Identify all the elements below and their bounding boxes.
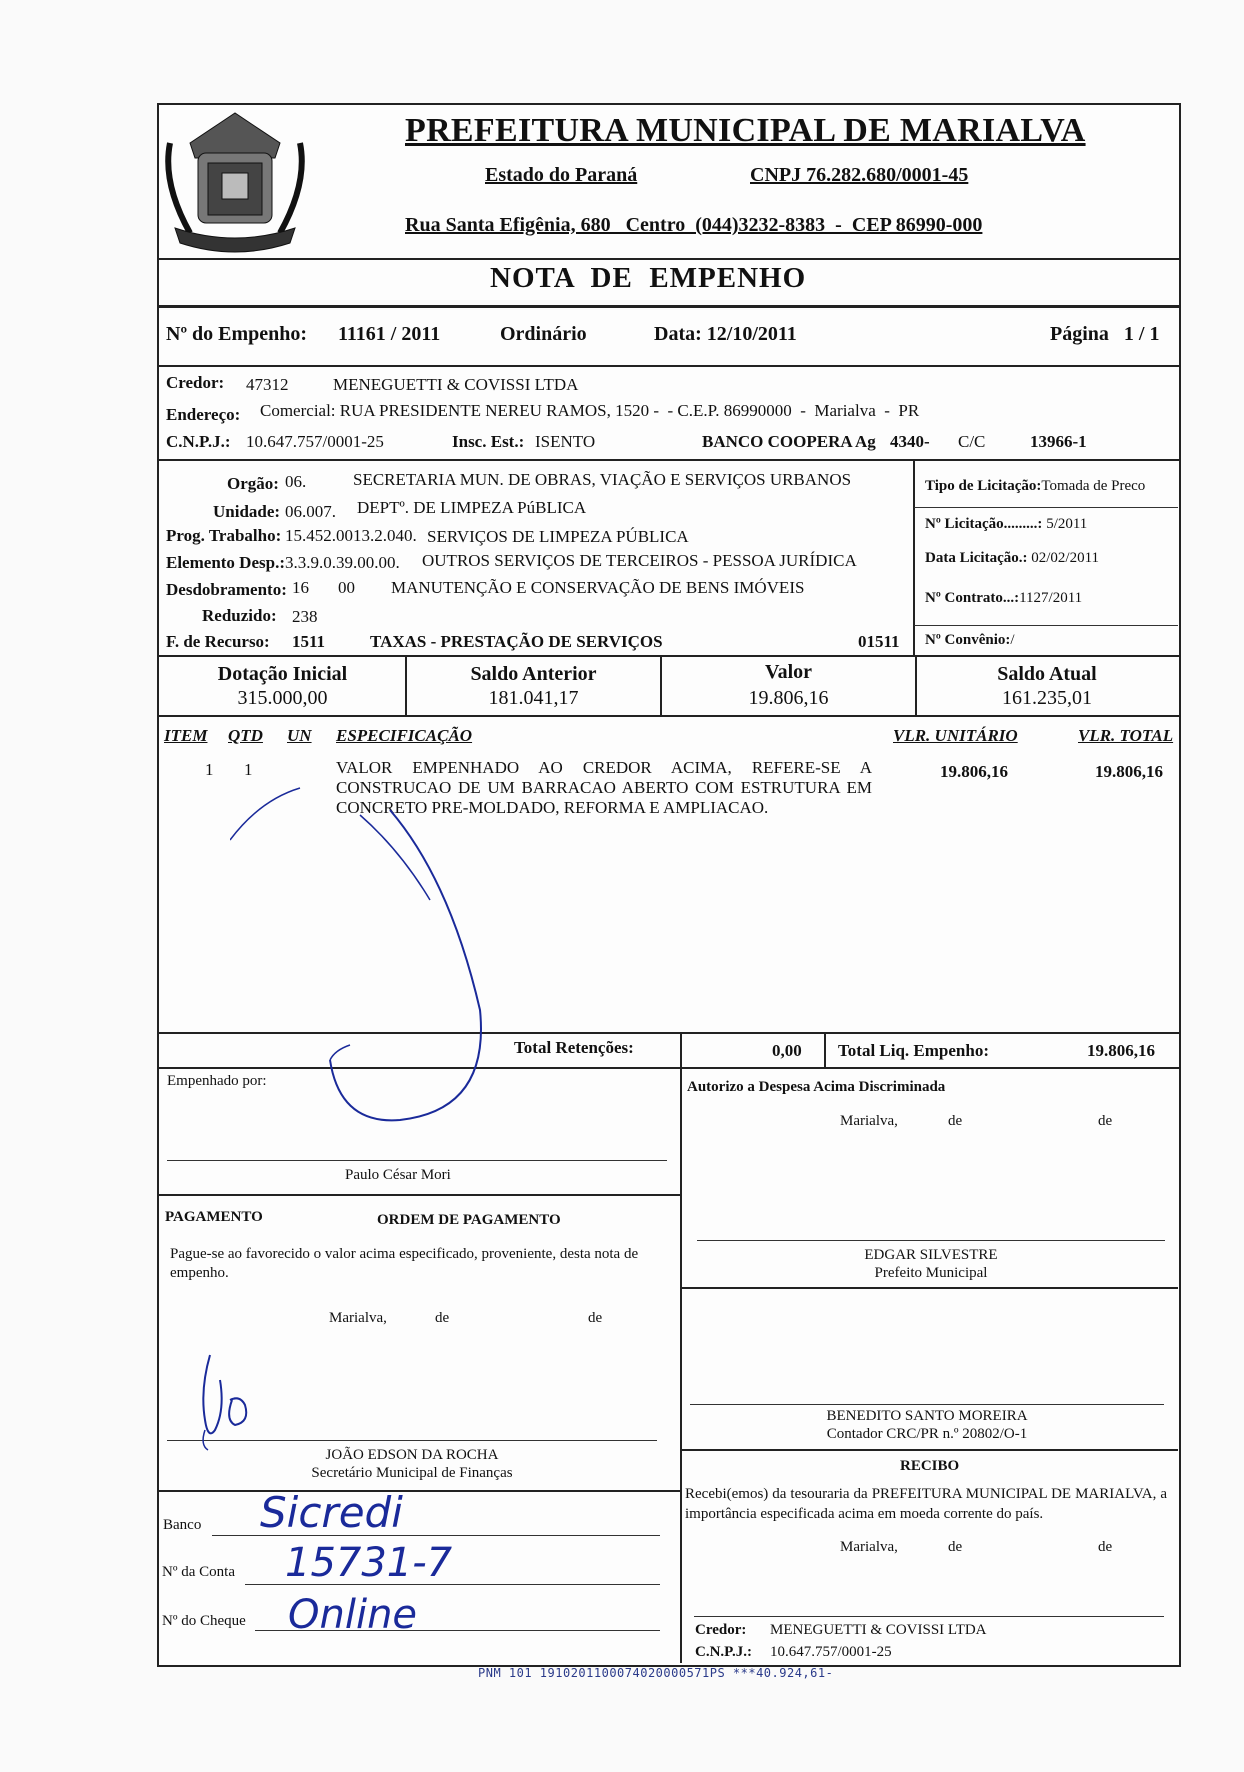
prog-code: 15.452.0013.2.040. [285, 526, 417, 545]
conta-label: Nº da Conta [162, 1564, 235, 1580]
desd-b: 00 [338, 578, 355, 597]
credor-name: MENEGUETTI & COVISSI LTDA [333, 375, 579, 394]
empenho-type: Ordinário [500, 323, 587, 345]
cheque-handwriting: Online [288, 1592, 418, 1638]
saldo-anterior-label: Saldo Anterior [470, 663, 597, 685]
autorizo-label: Autorizo a Despesa Acima Discriminada [687, 1079, 946, 1095]
item-number: 1 [205, 760, 214, 779]
unidade-name: DEPTº. DE LIMPEZA PúBLICA [357, 498, 587, 517]
divider [680, 1032, 682, 1067]
divider [157, 258, 1179, 260]
valor-label: Valor [764, 661, 813, 683]
licitacao-tipo: Tipo de Licitação:Tomada de Preco [925, 478, 1146, 494]
divider [157, 459, 1179, 461]
secretario-name: JOÃO EDSON DA ROCHA [325, 1447, 499, 1463]
recurso-name: TAXAS - PRESTAÇÃO DE SERVIÇOS [370, 632, 663, 651]
pagamento-de2: de [588, 1310, 603, 1326]
ordem-label: ORDEM DE PAGAMENTO [377, 1212, 561, 1228]
header-title: PREFEITURA MUNICIPAL DE MARIALVA [405, 112, 1086, 149]
pagamento-label: PAGAMENTO [165, 1209, 263, 1225]
dotacao-label: Dotação Inicial [217, 663, 348, 685]
item-total-value: 19.806,16 [1095, 762, 1163, 781]
municipal-crest-logo [160, 103, 310, 263]
recibo-text: Recebi(emos) da tesouraria da PREFEITURA MUNICIPAL DE MARIALVA, a importância especificada acima em moeda corrente do país. [685, 1486, 1167, 1522]
elem-name: OUTROS SERVIÇOS DE TERCEIROS - PESSOA JURÍDICA [422, 551, 857, 570]
empenhado-label: Empenhado por: [167, 1073, 267, 1089]
divider [824, 1032, 826, 1067]
recibo-de1: de [948, 1539, 963, 1555]
recibo-cnpj-label: C.N.P.J.: [695, 1644, 752, 1660]
pagamento-city: Marialva, [329, 1310, 387, 1326]
header-state: Estado do Paraná [485, 164, 638, 186]
divider [680, 1067, 682, 1663]
divider [681, 1287, 1178, 1289]
total-liq-label: Total Liq. Empenho: [838, 1041, 989, 1060]
empenho-label: Nº do Empenho: [166, 323, 308, 345]
pagamento-de1: de [435, 1310, 450, 1326]
total-liq-value: 19.806,16 [1087, 1041, 1155, 1060]
item-qtd: 1 [244, 760, 253, 779]
recibo-cnpj: 10.647.757/0001-25 [770, 1644, 892, 1660]
credor-cnpj: 10.647.757/0001-25 [246, 432, 384, 451]
col-total: VLR. TOTAL [1078, 726, 1174, 745]
licitacao-num: Nº Licitação.........: 5/2011 [925, 516, 1088, 532]
page-number: Página 1 / 1 [1050, 323, 1160, 345]
contador-role: Contador CRC/PR n.º 20802/O-1 [826, 1426, 1028, 1442]
divider [157, 655, 1179, 657]
recibo-city: Marialva, [840, 1539, 898, 1555]
autorizo-de2: de [1098, 1113, 1113, 1129]
recurso-code: 1511 [292, 632, 326, 651]
insc-value: ISENTO [535, 432, 596, 451]
item-unit-value: 19.806,16 [940, 762, 1008, 781]
prefeito-name: EDGAR SILVESTRE [864, 1247, 998, 1263]
elem-label: Elemento Desp.: [166, 553, 285, 572]
recibo-label: RECIBO [900, 1458, 960, 1474]
desd-name: MANUTENÇÃO E CONSERVAÇÃO DE BENS IMÓVEIS [391, 578, 805, 597]
dotacao-value: 315.000,00 [237, 687, 328, 709]
col-item: ITEM [164, 726, 208, 745]
item-description: VALOR EMPENHADO AO CREDOR ACIMA, REFERE-SE A CONSTRUCAO DE UM BARRACAO ABERTO COM ESTRUTURA EM CONCRETO PRE-MOLDADO, REFORMA E AMPLIACAO. [336, 758, 872, 817]
credor-address: Comercial: RUA PRESIDENTE NEREU RAMOS, 1520 - - C.E.P. 86990000 - Marialva - PR [260, 401, 920, 420]
signature-line [690, 1404, 1164, 1405]
autorizo-city: Marialva, [840, 1113, 898, 1129]
handwritten-initials-mark [190, 1350, 280, 1460]
licitacao-contrato: Nº Contrato...:1127/2011 [925, 590, 1083, 606]
header-address: Rua Santa Efigênia, 680 Centro (044)3232-8383 - CEP 86990-000 [405, 214, 983, 236]
empenhado-name: Paulo César Mori [345, 1167, 451, 1183]
unidade-label: Unidade: [213, 502, 281, 521]
valor-value: 19.806,16 [748, 687, 829, 709]
col-unit: VLR. UNITÁRIO [893, 726, 1018, 745]
desd-label: Desdobramento: [166, 580, 287, 599]
divider [157, 305, 1179, 308]
cheque-label: Nº do Cheque [162, 1613, 246, 1629]
col-un: UN [287, 726, 312, 745]
signature-line [167, 1160, 667, 1161]
prefeito-role: Prefeito Municipal [874, 1265, 988, 1281]
empenho-number: 11161 / 2011 [338, 323, 441, 345]
prog-label: Prog. Trabalho: [166, 526, 282, 545]
orgao-code: 06. [285, 472, 307, 491]
licitacao-convenio: Nº Convênio:/ [925, 632, 1015, 648]
col-qtd: QTD [228, 726, 263, 745]
banco-label: Banco [163, 1517, 202, 1533]
cnpj-label: C.N.P.J.: [166, 432, 231, 451]
divider [157, 365, 1179, 367]
recibo-de2: de [1098, 1539, 1113, 1555]
unidade-code: 06.007. [285, 502, 336, 521]
elem-code: 3.3.9.0.39.00.00. [285, 553, 400, 572]
saldo-atual-label: Saldo Atual [997, 663, 1097, 685]
reduzido-value: 238 [292, 607, 318, 626]
pagamento-text: Pague-se ao favorecido o valor acima especificado, proveniente, desta nota de empenho. [170, 1246, 639, 1281]
recurso-label: F. de Recurso: [166, 632, 270, 651]
recibo-credor: MENEGUETTI & COVISSI LTDA [770, 1622, 987, 1638]
reduzido-label: Reduzido: [202, 606, 277, 625]
licitacao-data: Data Licitação.: 02/02/2011 [925, 550, 1100, 566]
contador-name: BENEDITO SANTO MOREIRA [826, 1408, 1028, 1424]
cc-value: 13966-1 [1030, 432, 1087, 451]
cc-label: C/C [958, 432, 986, 451]
header-cnpj: CNPJ 76.282.680/0001-45 [750, 164, 969, 186]
orgao-label: Orgão: [227, 474, 279, 493]
conta-handwriting: 15731-7 [285, 1540, 453, 1586]
orgao-name: SECRETARIA MUN. DE OBRAS, VIAÇÃO E SERVIÇOS URBANOS [353, 470, 852, 489]
insc-label: Insc. Est.: [452, 432, 525, 451]
autorizo-de1: de [948, 1113, 963, 1129]
address-label: Endereço: [166, 405, 241, 424]
prog-name: SERVIÇOS DE LIMPEZA PÚBLICA [427, 527, 689, 546]
divider [681, 1449, 1178, 1451]
divider [157, 1194, 681, 1196]
retencoes-value: 0,00 [772, 1041, 802, 1060]
credor-label: Credor: [166, 373, 225, 392]
handwritten-signature-mark [230, 760, 530, 1140]
retencoes-label: Total Retenções: [514, 1038, 634, 1057]
divider [157, 1490, 681, 1492]
recibo-credor-label: Credor: [695, 1622, 747, 1638]
signature-line [697, 1240, 1165, 1241]
footer-code: PNM 101 1910201100074020000571PS ***40.924,61- [478, 1666, 834, 1680]
divider [914, 507, 1178, 508]
banco-handwriting: Sicredi [260, 1488, 403, 1537]
saldo-atual-value: 161.235,01 [1002, 687, 1092, 709]
doc-title: NOTA DE EMPENHO [490, 262, 807, 294]
empenho-date: Data: 12/10/2011 [654, 323, 797, 345]
desd-a: 16 [292, 578, 309, 597]
divider [914, 625, 1178, 626]
divider [157, 715, 1179, 717]
col-espec: ESPECIFICAÇÃO [336, 726, 473, 745]
recurso-code2: 01511 [858, 632, 900, 651]
bank-name: BANCO COOPERA Ag [702, 432, 876, 451]
signature-line [694, 1616, 1164, 1617]
secretario-role: Secretário Municipal de Finanças [311, 1465, 513, 1481]
saldo-anterior-value: 181.041,17 [488, 687, 579, 709]
credor-code: 47312 [246, 375, 289, 394]
bank-agency: 4340- [890, 432, 930, 451]
